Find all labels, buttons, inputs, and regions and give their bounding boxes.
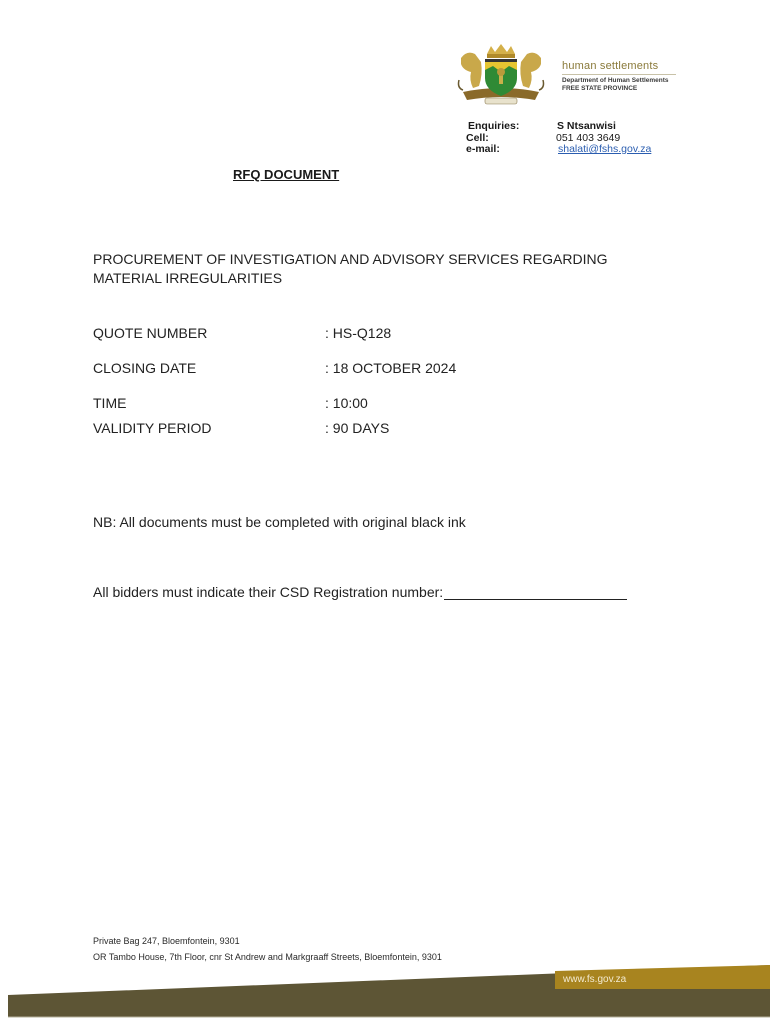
validity-period-value: : 90 DAYS [325, 420, 390, 436]
physical-address: OR Tambo House, 7th Floor, cnr St Andrew and Markgraaff Streets, Bloemfontein, 9301 [93, 952, 442, 962]
quote-number-value: : HS-Q128 [325, 325, 392, 341]
email-row [466, 144, 651, 156]
email-label: e-mail: [466, 143, 500, 155]
website-link[interactable]: www.fs.gov.za [563, 974, 627, 985]
enquiries-label: Enquiries: [468, 120, 520, 132]
document-title: RFQ DOCUMENT [233, 167, 340, 182]
department-name: Department of Human Settlements [562, 77, 669, 84]
coat-of-arms-icon [455, 40, 547, 108]
subject-line-1: PROCUREMENT OF INVESTIGATION AND ADVISORY SERVICES REGARDING [93, 251, 608, 267]
time-label: TIME [93, 395, 127, 411]
nb-note: NB: All documents must be completed with original black ink [93, 514, 466, 530]
department-brand [562, 60, 676, 93]
csd-registration [93, 584, 627, 600]
time-value: : 10:00 [325, 395, 368, 411]
closing-date-label: CLOSING DATE [93, 360, 197, 376]
brand-divider [562, 74, 676, 75]
brand-title: human settlements [562, 60, 659, 72]
coat-of-arms-logo [455, 40, 547, 108]
subject-line-2: MATERIAL IRREGULARITIES [93, 270, 283, 286]
cell-label: Cell: [466, 131, 489, 144]
enquiries-row [466, 121, 651, 133]
province-name: FREE STATE PROVINCE [562, 85, 638, 92]
postal-address: Private Bag 247, Bloemfontein, 9301 [93, 936, 240, 946]
csd-prompt: All bidders must indicate their CSD Registration number: [93, 584, 444, 600]
csd-number-blank[interactable] [444, 585, 627, 600]
validity-period-label: VALIDITY PERIOD [93, 420, 212, 436]
contact-block [466, 121, 651, 156]
procurement-subject [93, 250, 693, 288]
footer-band [0, 955, 770, 1024]
quote-number-label: QUOTE NUMBER [93, 325, 208, 341]
email-link[interactable]: shalati@fshs.gov.za [558, 143, 652, 155]
closing-date-value: : 18 OCTOBER 2024 [325, 360, 457, 376]
enquiries-value: S Ntsanwisi [557, 120, 616, 132]
cell-value: 051 403 3649 [556, 131, 621, 144]
